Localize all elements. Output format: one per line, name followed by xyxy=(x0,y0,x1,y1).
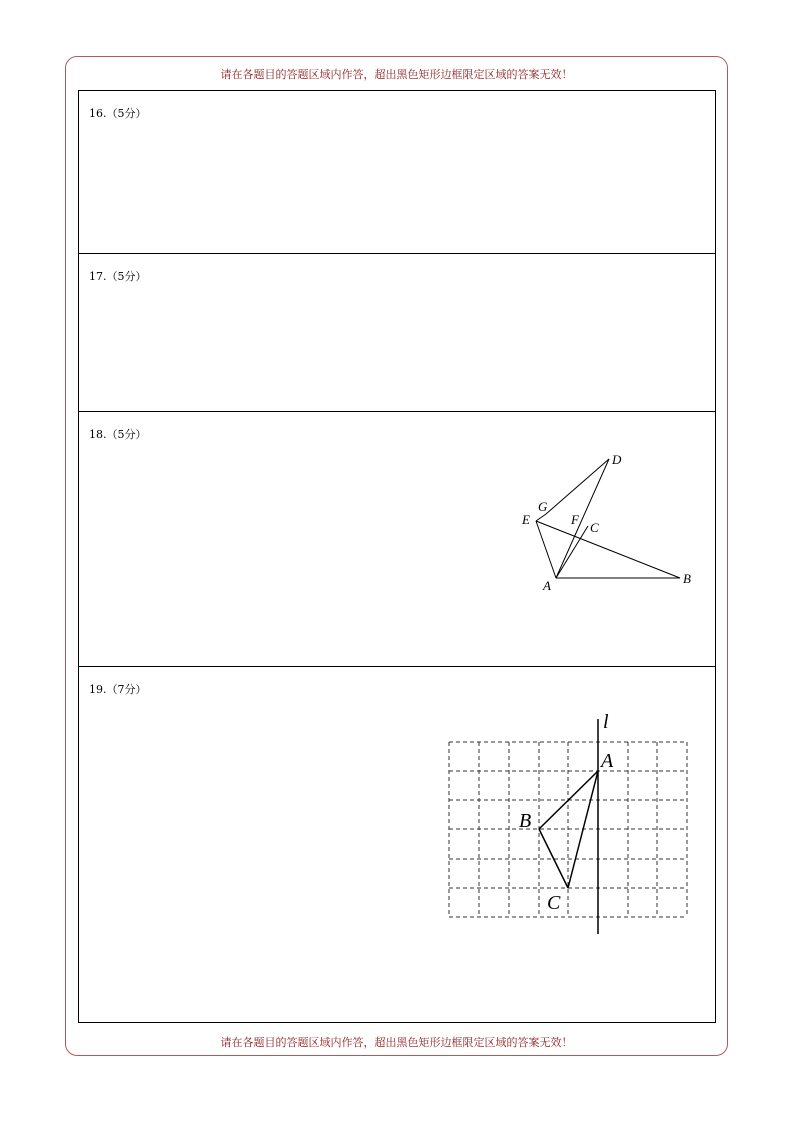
question-19-label: 19.（7分） xyxy=(89,683,147,696)
dashed-grid xyxy=(449,742,687,917)
point-label-F: F xyxy=(571,512,579,527)
point-label-D: D xyxy=(612,452,622,467)
question-19-area[interactable] xyxy=(79,666,715,1024)
segment-AD xyxy=(556,459,609,578)
point-label-G: G xyxy=(538,499,548,514)
answer-area xyxy=(78,90,716,1023)
top-notice: 请在各题目的答题区域内作答，超出黑色矩形边框限定区域的答案无效！ xyxy=(220,68,573,81)
question-17-label: 17.（5分） xyxy=(89,270,147,283)
point-label-B: B xyxy=(519,810,532,832)
question-16-area[interactable] xyxy=(79,91,715,253)
point-label-E: E xyxy=(522,512,530,527)
segment-EG xyxy=(536,514,546,521)
bottom-notice: 请在各题目的答题区域内作答，超出黑色矩形边框限定区域的答案无效！ xyxy=(220,1036,573,1049)
point-label-A: A xyxy=(601,750,614,772)
question-18-area[interactable] xyxy=(79,411,715,666)
question-16-label: 16.（5分） xyxy=(89,107,147,120)
line-label-l: l xyxy=(603,711,609,733)
segment-AE xyxy=(536,521,556,578)
point-label-C: C xyxy=(590,520,599,535)
question-17-area[interactable] xyxy=(79,253,715,411)
point-label-C: C xyxy=(547,892,561,914)
point-label-A: A xyxy=(543,578,551,593)
segment-AC xyxy=(556,526,588,578)
geometry-figure-18 xyxy=(79,412,717,667)
question-18-label: 18.（5分） xyxy=(89,428,147,441)
grid-figure-19 xyxy=(79,667,717,1025)
point-label-B: B xyxy=(683,571,691,586)
segment-GD xyxy=(546,459,609,514)
segment-EB xyxy=(536,521,680,578)
